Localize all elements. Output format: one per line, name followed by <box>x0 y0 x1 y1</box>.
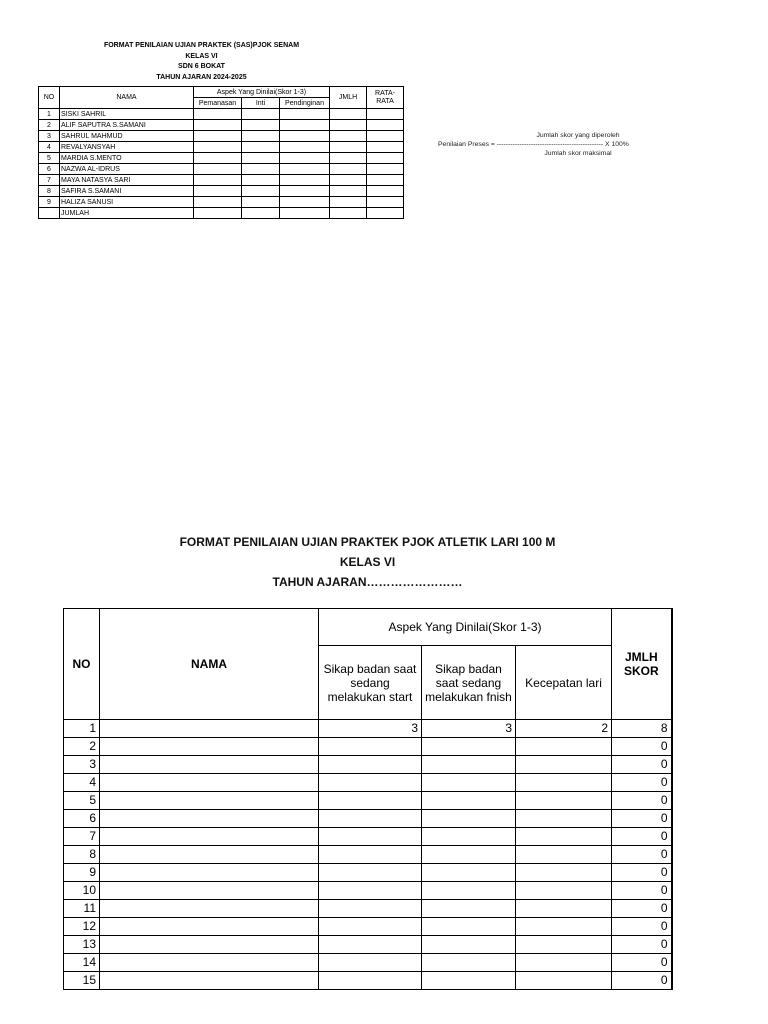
score-total: 0 <box>612 900 672 918</box>
score-cell <box>242 208 280 219</box>
score-cell <box>280 153 330 164</box>
score-cell <box>194 164 242 175</box>
score-cell <box>330 142 367 153</box>
row-no: 1 <box>64 720 100 738</box>
row-no: 2 <box>39 120 60 131</box>
score-total: 0 <box>612 828 672 846</box>
score-total: 0 <box>612 882 672 900</box>
form1-title-line: TAHUN AJARAN 2024-2025 <box>156 73 247 81</box>
score-cell <box>242 153 280 164</box>
row-no: 7 <box>39 175 60 186</box>
row-no: 15 <box>64 972 100 990</box>
row-no: 4 <box>39 142 60 153</box>
score-finish: 3 <box>422 720 516 738</box>
row-nama: ALIF SAPUTRA S.SAMANI <box>60 120 194 131</box>
score-finish <box>422 756 516 774</box>
score-cell <box>194 109 242 120</box>
score-finish <box>422 900 516 918</box>
score-cell <box>367 197 404 208</box>
row-no: 12 <box>64 918 100 936</box>
score-cell <box>330 153 367 164</box>
score-start <box>319 954 422 972</box>
row-no: 3 <box>64 756 100 774</box>
score-total: 0 <box>612 810 672 828</box>
row-nama <box>100 918 319 936</box>
score-cell <box>280 109 330 120</box>
table-row <box>64 810 672 828</box>
score-cell <box>194 153 242 164</box>
score-kecepatan <box>516 918 612 936</box>
score-finish <box>422 882 516 900</box>
score-cell <box>330 175 367 186</box>
row-nama <box>100 774 319 792</box>
row-nama: NAZWA AL-IDRUS <box>60 164 194 175</box>
form1-title <box>38 41 365 83</box>
score-cell <box>242 175 280 186</box>
score-total: 0 <box>612 774 672 792</box>
table-row <box>64 954 672 972</box>
score-cell <box>242 109 280 120</box>
row-no: 8 <box>39 186 60 197</box>
table-row <box>64 738 672 756</box>
score-finish <box>422 864 516 882</box>
row-nama <box>100 756 319 774</box>
score-total: 0 <box>612 954 672 972</box>
score-finish <box>422 954 516 972</box>
score-cell <box>367 120 404 131</box>
header-sikap-start: Sikap badan saat sedang melakukan start <box>319 646 422 720</box>
row-no: 5 <box>39 153 60 164</box>
score-finish <box>422 774 516 792</box>
score-finish <box>422 972 516 990</box>
score-cell <box>194 186 242 197</box>
row-nama: SAFIRA S.SAMANI <box>60 186 194 197</box>
score-start <box>319 918 422 936</box>
row-no: 6 <box>39 164 60 175</box>
score-cell <box>280 208 330 219</box>
score-start <box>319 810 422 828</box>
score-cell <box>194 131 242 142</box>
score-kecepatan <box>516 828 612 846</box>
score-kecepatan <box>516 792 612 810</box>
header-pendinginan: Pendinginan <box>280 98 330 109</box>
table-row <box>64 756 672 774</box>
score-kecepatan <box>516 846 612 864</box>
score-finish <box>422 792 516 810</box>
table-row <box>64 774 672 792</box>
score-total: 0 <box>612 972 672 990</box>
score-cell <box>367 131 404 142</box>
row-nama <box>100 972 319 990</box>
score-cell <box>330 109 367 120</box>
score-cell <box>367 186 404 197</box>
table-row <box>64 828 672 846</box>
row-nama <box>100 900 319 918</box>
table-row <box>64 900 672 918</box>
score-cell <box>280 186 330 197</box>
row-nama <box>100 828 319 846</box>
header-aspek: Aspek Yang Dinilai(Skor 1-3) <box>319 609 612 646</box>
form2-title-line: KELAS VI <box>339 555 396 569</box>
score-cell <box>367 109 404 120</box>
formula-line: Penilaian Preses = ----------------------------------------------- X 100% <box>438 141 629 148</box>
row-nama <box>100 954 319 972</box>
row-no: 9 <box>64 864 100 882</box>
score-total: 0 <box>612 738 672 756</box>
formula-numerator: Jumlah skor yang diperoleh <box>536 132 620 139</box>
header-aspek: Aspek Yang Dinilai(Skor 1-3) <box>194 87 330 98</box>
row-no: 7 <box>64 828 100 846</box>
row-no: 1 <box>39 109 60 120</box>
table-row <box>64 864 672 882</box>
row-no: 13 <box>64 936 100 954</box>
table-row <box>39 153 404 164</box>
row-nama: MARDIA S.MENTO <box>60 153 194 164</box>
total-row <box>39 208 404 219</box>
score-start <box>319 882 422 900</box>
score-cell <box>242 186 280 197</box>
table-row <box>39 120 404 131</box>
score-finish <box>422 810 516 828</box>
score-start <box>319 900 422 918</box>
score-cell <box>330 197 367 208</box>
form2-title-line: FORMAT PENILAIAN UJIAN PRAKTEK PJOK ATLETIK LARI 100 M <box>179 535 556 549</box>
row-no: 2 <box>64 738 100 756</box>
score-cell <box>330 164 367 175</box>
score-finish <box>422 846 516 864</box>
form1-title-line: SDN 6 BOKAT <box>178 63 225 70</box>
row-nama <box>100 864 319 882</box>
score-total: 0 <box>612 936 672 954</box>
score-kecepatan <box>516 864 612 882</box>
row-nama: REVALYANSYAH <box>60 142 194 153</box>
row-no: 14 <box>64 954 100 972</box>
score-kecepatan <box>516 810 612 828</box>
score-cell <box>280 197 330 208</box>
score-cell <box>194 175 242 186</box>
row-no: 3 <box>39 131 60 142</box>
table-row <box>64 918 672 936</box>
row-nama <box>100 936 319 954</box>
form1-title-line: FORMAT PENILAIAN UJIAN PRAKTEK (SAS)PJOK SENAM <box>103 42 300 49</box>
row-nama <box>100 792 319 810</box>
score-cell <box>280 175 330 186</box>
score-total: 0 <box>612 846 672 864</box>
score-cell <box>194 120 242 131</box>
score-finish <box>422 936 516 954</box>
row-no: 4 <box>64 774 100 792</box>
score-start <box>319 972 422 990</box>
row-nama <box>100 882 319 900</box>
total-label: JUMLAH <box>60 208 194 219</box>
score-finish <box>422 918 516 936</box>
score-cell <box>242 164 280 175</box>
row-nama: SISKI SAHRIL <box>60 109 194 120</box>
header-nama: NAMA <box>100 609 319 720</box>
score-finish <box>422 828 516 846</box>
score-cell <box>194 208 242 219</box>
score-finish <box>422 738 516 756</box>
score-start <box>319 774 422 792</box>
score-total: 0 <box>612 792 672 810</box>
score-kecepatan <box>516 900 612 918</box>
row-no: 6 <box>64 810 100 828</box>
table-row <box>39 175 404 186</box>
header-no: NO <box>64 609 100 720</box>
score-start: 3 <box>319 720 422 738</box>
header-nama: NAMA <box>60 87 194 109</box>
score-total: 8 <box>612 720 672 738</box>
score-cell <box>367 142 404 153</box>
score-cell <box>242 197 280 208</box>
score-start <box>319 936 422 954</box>
score-cell <box>330 186 367 197</box>
score-cell <box>280 120 330 131</box>
score-cell <box>194 197 242 208</box>
score-cell <box>330 208 367 219</box>
formula-block <box>438 132 668 157</box>
score-cell <box>280 131 330 142</box>
score-cell <box>280 142 330 153</box>
score-cell <box>242 142 280 153</box>
score-kecepatan <box>516 882 612 900</box>
score-start <box>319 738 422 756</box>
row-nama <box>100 738 319 756</box>
score-start <box>319 864 422 882</box>
header-rata-rata: RATA-RATA <box>367 87 404 109</box>
score-total: 0 <box>612 864 672 882</box>
form2-title <box>145 532 590 592</box>
row-nama: SAHRUL MAHMUD <box>60 131 194 142</box>
row-no: 8 <box>64 846 100 864</box>
score-cell <box>242 120 280 131</box>
row-no: 5 <box>64 792 100 810</box>
score-kecepatan <box>516 936 612 954</box>
table-row <box>64 720 672 738</box>
score-kecepatan <box>516 756 612 774</box>
header-kecepatan: Kecepatan lari <box>516 646 612 720</box>
score-total: 0 <box>612 756 672 774</box>
score-cell <box>330 131 367 142</box>
form1-title-line: KELAS VI <box>185 52 218 60</box>
row-nama <box>100 846 319 864</box>
score-cell <box>367 153 404 164</box>
score-kecepatan: 2 <box>516 720 612 738</box>
table-row <box>64 936 672 954</box>
row-no <box>39 208 60 219</box>
table-row <box>39 131 404 142</box>
header-inti: Inti <box>242 98 280 109</box>
score-cell <box>367 164 404 175</box>
row-no: 11 <box>64 900 100 918</box>
header-jmlh-skor: JMLH SKOR <box>612 609 672 720</box>
table-row <box>64 792 672 810</box>
table-row <box>39 164 404 175</box>
row-nama <box>100 720 319 738</box>
table-row <box>39 186 404 197</box>
row-nama: HALIZA SANUSI <box>60 197 194 208</box>
score-cell <box>280 164 330 175</box>
score-kecepatan <box>516 972 612 990</box>
row-no: 9 <box>39 197 60 208</box>
form2-table <box>63 608 673 990</box>
row-nama: MAYA NATASYA SARI <box>60 175 194 186</box>
formula-denominator: Jumlah skor maksimal <box>544 150 612 157</box>
form2-title-line: TAHUN AJARAN…………………… <box>272 575 463 589</box>
score-cell <box>330 120 367 131</box>
table-row <box>39 109 404 120</box>
table-row <box>64 972 672 990</box>
score-cell <box>367 175 404 186</box>
table-row <box>39 142 404 153</box>
score-kecepatan <box>516 738 612 756</box>
header-no: NO <box>39 87 60 109</box>
score-cell <box>367 208 404 219</box>
score-start <box>319 828 422 846</box>
score-kecepatan <box>516 774 612 792</box>
table-row <box>64 882 672 900</box>
score-start <box>319 756 422 774</box>
table-row <box>39 197 404 208</box>
header-jmlh: JMLH <box>330 87 367 109</box>
score-cell <box>242 131 280 142</box>
header-sikap-finish: Sikap badan saat sedang melakukan fnish <box>422 646 516 720</box>
row-no: 10 <box>64 882 100 900</box>
header-pemanasan: Pemanasan <box>194 98 242 109</box>
table-row <box>64 846 672 864</box>
score-start <box>319 846 422 864</box>
form1-table <box>38 86 404 219</box>
score-total: 0 <box>612 918 672 936</box>
score-start <box>319 792 422 810</box>
row-nama <box>100 810 319 828</box>
score-kecepatan <box>516 954 612 972</box>
score-cell <box>194 142 242 153</box>
